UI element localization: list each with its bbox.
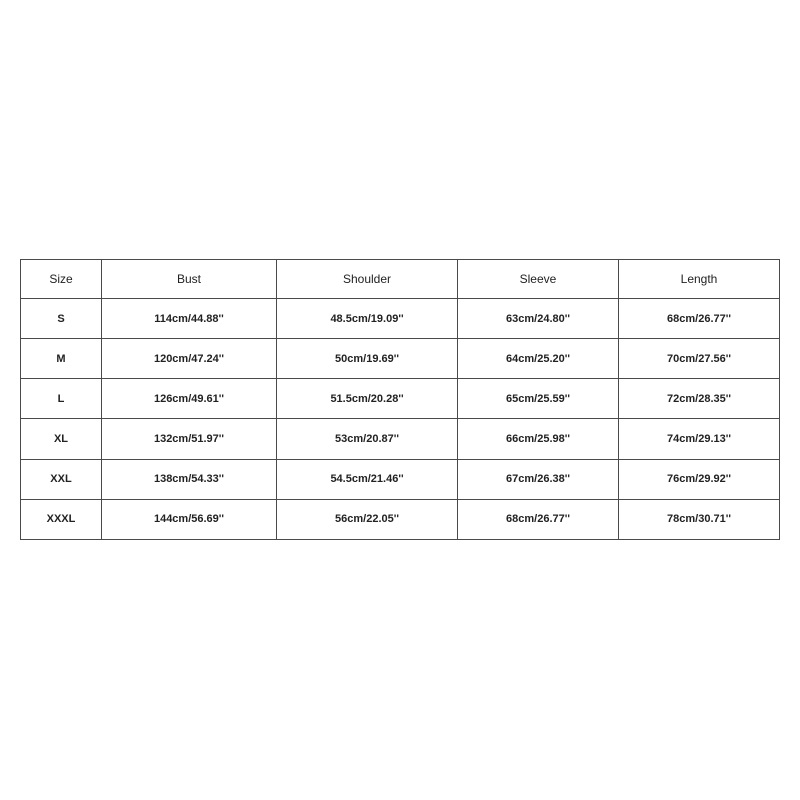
sleeve-cell: 67cm/26.38'' — [458, 460, 619, 500]
length-cell: 78cm/30.71'' — [619, 500, 780, 540]
header-sleeve: Sleeve — [458, 259, 619, 299]
shoulder-cell: 53cm/20.87'' — [277, 419, 458, 459]
table-header-row — [20, 259, 780, 299]
sleeve-cell: 65cm/25.59'' — [458, 379, 619, 419]
bust-cell: 120cm/47.24'' — [102, 339, 277, 379]
bust-cell: 138cm/54.33'' — [102, 460, 277, 500]
bust-cell: 126cm/49.61'' — [102, 379, 277, 419]
header-bust: Bust — [102, 259, 277, 299]
sleeve-cell: 64cm/25.20'' — [458, 339, 619, 379]
bust-cell: 132cm/51.97'' — [102, 419, 277, 459]
table-row — [20, 379, 780, 419]
length-cell: 74cm/29.13'' — [619, 419, 780, 459]
sleeve-cell: 68cm/26.77'' — [458, 500, 619, 540]
table-row — [20, 299, 780, 339]
length-cell: 76cm/29.92'' — [619, 460, 780, 500]
table-row — [20, 500, 780, 540]
bust-cell: 144cm/56.69'' — [102, 500, 277, 540]
header-size: Size — [20, 259, 102, 299]
size-cell: XXXL — [20, 500, 102, 540]
sleeve-cell: 66cm/25.98'' — [458, 419, 619, 459]
size-cell: S — [20, 299, 102, 339]
length-cell: 68cm/26.77'' — [619, 299, 780, 339]
table-row — [20, 419, 780, 459]
size-cell: L — [20, 379, 102, 419]
header-shoulder: Shoulder — [277, 259, 458, 299]
size-chart-table — [20, 259, 780, 540]
header-length: Length — [619, 259, 780, 299]
shoulder-cell: 56cm/22.05'' — [277, 500, 458, 540]
shoulder-cell: 51.5cm/20.28'' — [277, 379, 458, 419]
length-cell: 70cm/27.56'' — [619, 339, 780, 379]
length-cell: 72cm/28.35'' — [619, 379, 780, 419]
shoulder-cell: 50cm/19.69'' — [277, 339, 458, 379]
table-row — [20, 339, 780, 379]
table-row — [20, 460, 780, 500]
shoulder-cell: 54.5cm/21.46'' — [277, 460, 458, 500]
size-cell: M — [20, 339, 102, 379]
sleeve-cell: 63cm/24.80'' — [458, 299, 619, 339]
bust-cell: 114cm/44.88'' — [102, 299, 277, 339]
size-cell: XXL — [20, 460, 102, 500]
size-cell: XL — [20, 419, 102, 459]
shoulder-cell: 48.5cm/19.09'' — [277, 299, 458, 339]
